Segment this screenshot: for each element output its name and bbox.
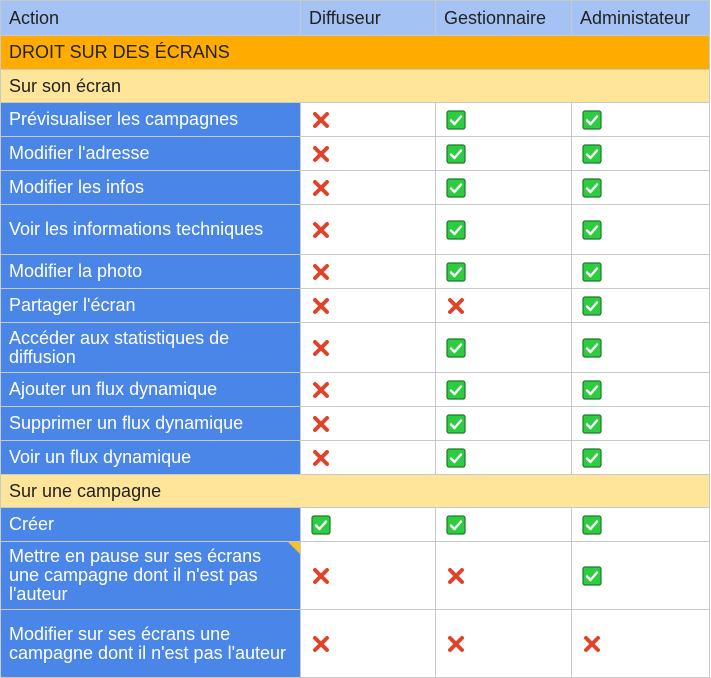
check-mark-button-icon	[582, 414, 602, 434]
table-row	[1, 205, 710, 255]
diffuseur-cell[interactable]	[301, 137, 436, 171]
gestionnaire-cell[interactable]	[436, 205, 572, 255]
diffuseur-cell[interactable]	[301, 171, 436, 205]
table-row	[1, 103, 710, 137]
check-mark-button-icon	[582, 338, 602, 358]
check-mark-button-icon	[582, 448, 602, 468]
action-cell[interactable]: Modifier la photo	[1, 255, 301, 289]
comment-note-marker[interactable]	[288, 542, 300, 554]
diffuseur-cell[interactable]	[301, 323, 436, 373]
check-mark-button-icon	[582, 178, 602, 198]
table-row	[1, 373, 710, 407]
administateur-cell[interactable]	[572, 610, 710, 678]
gestionnaire-cell[interactable]	[436, 255, 572, 289]
action-cell[interactable]: Accéder aux statistiques de diffusion	[1, 323, 301, 373]
header-cell-administateur[interactable]: Administateur	[572, 1, 710, 36]
administateur-cell[interactable]	[572, 137, 710, 171]
cross-mark-icon	[311, 338, 331, 358]
table-row	[1, 542, 710, 610]
diffuseur-cell[interactable]	[301, 205, 436, 255]
check-mark-button-icon	[582, 380, 602, 400]
administateur-cell[interactable]	[572, 205, 710, 255]
cross-mark-icon	[311, 178, 331, 198]
diffuseur-cell[interactable]	[301, 103, 436, 137]
check-mark-button-icon	[582, 144, 602, 164]
action-cell[interactable]: Modifier sur ses écrans une campagne dont il n'est pas l'auteur	[1, 610, 301, 678]
table-row	[1, 610, 710, 678]
diffuseur-cell[interactable]	[301, 407, 436, 441]
gestionnaire-cell[interactable]	[436, 289, 572, 323]
check-mark-button-icon	[582, 262, 602, 282]
gestionnaire-cell[interactable]	[436, 407, 572, 441]
group-title-cell[interactable]: Sur une campagne	[1, 475, 710, 508]
cross-mark-icon	[311, 296, 331, 316]
check-mark-button-icon	[446, 220, 466, 240]
administateur-cell[interactable]	[572, 508, 710, 542]
administateur-cell[interactable]	[572, 542, 710, 610]
administateur-cell[interactable]	[572, 407, 710, 441]
check-mark-button-icon	[582, 566, 602, 586]
gestionnaire-cell[interactable]	[436, 441, 572, 475]
check-mark-button-icon	[446, 110, 466, 130]
administateur-cell[interactable]	[572, 103, 710, 137]
header-cell-diffuseur[interactable]: Diffuseur	[301, 1, 436, 36]
gestionnaire-cell[interactable]	[436, 610, 572, 678]
cross-mark-icon	[311, 566, 331, 586]
gestionnaire-cell[interactable]	[436, 103, 572, 137]
gestionnaire-cell[interactable]	[436, 373, 572, 407]
action-cell[interactable]: Voir un flux dynamique	[1, 441, 301, 475]
diffuseur-cell[interactable]	[301, 542, 436, 610]
diffuseur-cell[interactable]	[301, 441, 436, 475]
diffuseur-cell[interactable]	[301, 610, 436, 678]
table-row	[1, 137, 710, 171]
diffuseur-cell[interactable]	[301, 255, 436, 289]
check-mark-button-icon	[582, 110, 602, 130]
header-cell-action[interactable]: Action	[1, 1, 301, 36]
cross-mark-icon	[311, 144, 331, 164]
cross-mark-icon	[311, 220, 331, 240]
administateur-cell[interactable]	[572, 441, 710, 475]
check-mark-button-icon	[446, 515, 466, 535]
check-mark-button-icon	[582, 515, 602, 535]
gestionnaire-cell[interactable]	[436, 508, 572, 542]
administateur-cell[interactable]	[572, 289, 710, 323]
cross-mark-icon	[311, 448, 331, 468]
cross-mark-icon	[311, 262, 331, 282]
action-cell[interactable]: Supprimer un flux dynamique	[1, 407, 301, 441]
administateur-cell[interactable]	[572, 171, 710, 205]
check-mark-button-icon	[311, 515, 331, 535]
administateur-cell[interactable]	[572, 255, 710, 289]
gestionnaire-cell[interactable]	[436, 171, 572, 205]
table-row	[1, 289, 710, 323]
cross-mark-icon	[311, 110, 331, 130]
header-cell-gestionnaire[interactable]: Gestionnaire	[436, 1, 572, 36]
cross-mark-icon	[446, 566, 466, 586]
action-cell[interactable]: Partager l'écran	[1, 289, 301, 323]
diffuseur-cell[interactable]	[301, 289, 436, 323]
check-mark-button-icon	[582, 220, 602, 240]
action-cell[interactable]: Prévisualiser les campagnes	[1, 103, 301, 137]
header-row	[1, 1, 710, 36]
check-mark-button-icon	[446, 380, 466, 400]
action-text: Mettre en pause sur ses écrans une campagne dont il n'est pas l'auteur	[9, 546, 262, 604]
check-mark-button-icon	[446, 262, 466, 282]
table-row	[1, 255, 710, 289]
check-mark-button-icon	[446, 178, 466, 198]
group-title-cell[interactable]: Sur son écran	[1, 70, 710, 103]
check-mark-button-icon	[582, 296, 602, 316]
gestionnaire-cell[interactable]	[436, 323, 572, 373]
cross-mark-icon	[311, 634, 331, 654]
group-row-campaign	[1, 475, 710, 508]
cross-mark-icon	[311, 414, 331, 434]
gestionnaire-cell[interactable]	[436, 137, 572, 171]
action-cell[interactable]: Modifier les infos	[1, 171, 301, 205]
cross-mark-icon	[446, 634, 466, 654]
action-cell[interactable]: Voir les informations techniques	[1, 205, 301, 255]
administateur-cell[interactable]	[572, 373, 710, 407]
table-row	[1, 441, 710, 475]
cross-mark-icon	[582, 634, 602, 654]
check-mark-button-icon	[446, 448, 466, 468]
table-row	[1, 407, 710, 441]
action-cell[interactable]	[1, 542, 301, 610]
section-title-cell[interactable]: DROIT SUR DES ÉCRANS	[1, 36, 710, 70]
action-cell[interactable]: Créer	[1, 508, 301, 542]
group-row-screen	[1, 70, 710, 103]
gestionnaire-cell[interactable]	[436, 542, 572, 610]
check-mark-button-icon	[446, 414, 466, 434]
table-row	[1, 171, 710, 205]
diffuseur-cell[interactable]	[301, 373, 436, 407]
table-row	[1, 323, 710, 373]
cross-mark-icon	[311, 380, 331, 400]
action-cell[interactable]: Ajouter un flux dynamique	[1, 373, 301, 407]
cross-mark-icon	[446, 296, 466, 316]
section-row	[1, 36, 710, 70]
table-row	[1, 508, 710, 542]
check-mark-button-icon	[446, 338, 466, 358]
administateur-cell[interactable]	[572, 323, 710, 373]
diffuseur-cell[interactable]	[301, 508, 436, 542]
check-mark-button-icon	[446, 144, 466, 164]
action-cell[interactable]: Modifier l'adresse	[1, 137, 301, 171]
